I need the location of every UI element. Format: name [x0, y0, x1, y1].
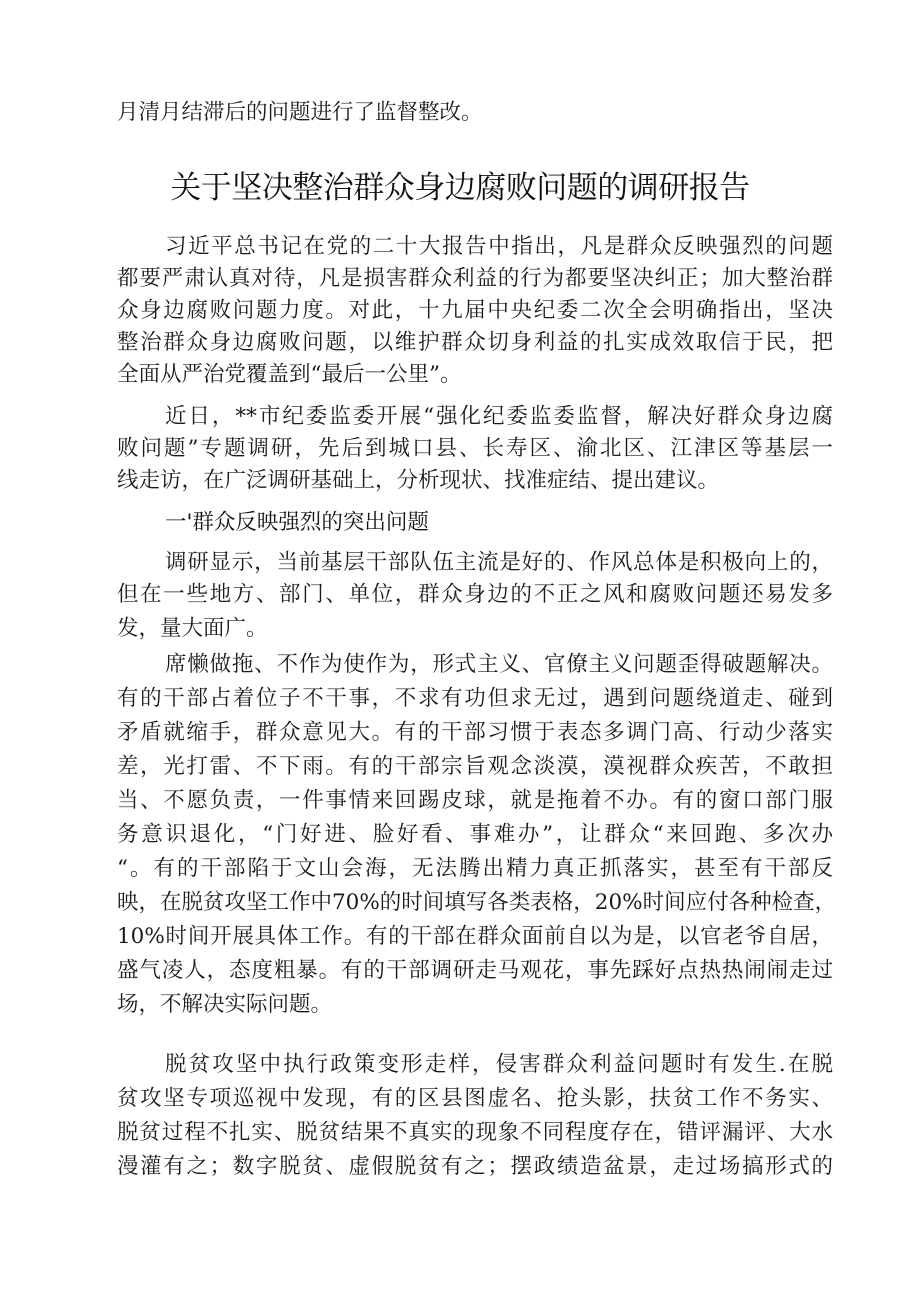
section-paragraph-2-line: 有的干部占着位子不干事，不求有功但求无过，遇到问题绕道走、碰到 — [117, 686, 833, 711]
section-paragraph-2-line: 席懒做拖、不作为使作为，形式主义、官僚主义问题歪得破题解决。 — [165, 652, 833, 677]
section-paragraph-1-line: 发，量大面广。 — [117, 616, 268, 641]
paragraph-1-line: 众身边腐败问题力度。对此，十九届中央纪委二次全会明确指出，坚决 — [117, 298, 833, 323]
section-paragraph-1-line: 但在一些地方、部门、单位，群众身边的不正之风和腐败问题还易发多 — [117, 582, 833, 607]
paragraph-2-line: 败问题”专题调研，先后到城口县、长寿区、渝北区、江津区等基层一 — [117, 436, 833, 461]
section-paragraph-2-line: 差，光打雷、不下雨。有的干部宗旨观念淡漠，漠视群众疾苦，不敢担 — [117, 754, 833, 779]
section-paragraph-2-line: “。有的干部陷于文山会海，无法腾出精力真正抓落实，甚至有干部反 — [117, 856, 833, 881]
section-paragraph-2-line: 10%时间开展具体工作。有的干部在群众面前自以为是，以官老爷自居， — [117, 924, 833, 949]
section-paragraph-3-line: 脱贫攻坚中执行政策变形走样，侵害群众利益问题时有发生.在脱 — [165, 1052, 833, 1077]
section-paragraph-2-line: 当、不愿负责，一件事情来回踢皮球，就是拖着不办。有的窗口部门服 — [117, 788, 833, 813]
paragraph-2-line: 线走访，在广泛调研基础上，分析现状、找准症结、提出建议。 — [117, 468, 720, 493]
section-paragraph-2-line: 务意识退化，“门好进、脸好看、事难办”，让群众“来回跑、多次办 — [117, 822, 833, 847]
section-heading: 一'群众反映强烈的突出问题 — [165, 510, 429, 535]
section-paragraph-2-line: 场，不解决实际问题。 — [117, 992, 333, 1017]
section-paragraph-2-line: 矛盾就缩手，群众意见大。有的干部习惯于表态多调门高、行动少落实 — [117, 720, 833, 745]
report-title: 关于坚决整治群众身边腐败问题的调研报告 — [170, 170, 750, 206]
section-paragraph-3-line: 漫灌有之；数字脱贫、虚假脱贫有之；摆政绩造盆景，走过场搞形式的 — [117, 1154, 833, 1179]
section-paragraph-2-line: 映，在脱贫攻坚工作中70%的时间填写各类表格，20%时间应付各种检查， — [117, 890, 837, 915]
paragraph-1-line: 整治群众身边腐败问题，以维护群众切身利益的扎实成效取信于民，把 — [117, 330, 833, 355]
section-paragraph-3-line: 贫攻坚专项巡视中发现，有的区县图虚名、抢头影，扶贫工作不务实、 — [117, 1086, 833, 1111]
paragraph-1-line: 习近平总书记在党的二十大报告中指出，凡是群众反映强烈的问题 — [165, 234, 833, 259]
carryover-line: 月清月结滞后的问题进行了监督整改。 — [117, 100, 483, 125]
paragraph-2-line: 近日，**市纪委监委开展“强化纪委监委监督，解决好群众身边腐 — [165, 404, 833, 429]
section-paragraph-3-line: 脱贫过程不扎实、脱贫结果不真实的现象不同程度存在，错评漏评、大水 — [117, 1120, 833, 1145]
section-paragraph-2-line: 盛气凌人，态度粗暴。有的干部调研走马观花，事先踩好点热热闹闹走过 — [117, 958, 833, 983]
paragraph-1-line: 全面从严治党覆盖到“最后一公里”。 — [117, 362, 462, 387]
paragraph-1-line: 都要严肃认真对待，凡是损害群众利益的行为都要坚决纠正；加大整治群 — [117, 266, 833, 291]
section-paragraph-1-line: 调研显示，当前基层干部队伍主流是好的、作风总体是积极向上的， — [165, 550, 833, 575]
